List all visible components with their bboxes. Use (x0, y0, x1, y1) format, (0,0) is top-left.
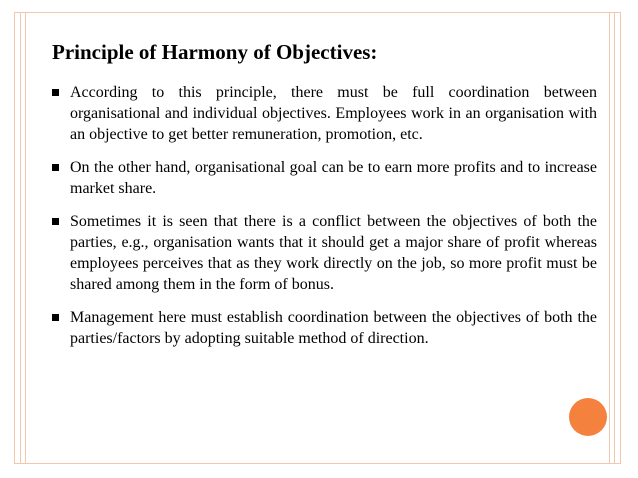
bullet-item (50, 307, 597, 349)
slide-title: Principle of Harmony of Objectives: (52, 40, 378, 64)
bullet-item (50, 82, 597, 145)
square-bullet-icon (52, 314, 59, 321)
bullet-list (50, 82, 597, 361)
bullet-text: Sometimes it is seen that there is a conflict between the objectives of both the parties, e.g., organisation wants that it should get a major share of profit whereas employees perceives that as they work directly on the job, so more profit must be shared among them in the form of bonus. (70, 213, 597, 293)
square-bullet-icon (52, 89, 59, 96)
bullet-text: Management here must establish coordination between the objectives of both the parties/factors by adopting suitable method of direction. (70, 309, 597, 347)
bullet-item (50, 157, 597, 199)
right-decorative-rule (609, 12, 615, 464)
square-bullet-icon (52, 164, 59, 171)
bullet-text: According to this principle, there must be full coordination between organisational and individual objectives. Employees work in an organisation with an objective to get better remuneration, promotion, etc. (70, 84, 597, 143)
square-bullet-icon (52, 218, 59, 225)
bullet-text: On the other hand, organisational goal can be to earn more profits and to increase market share. (70, 159, 597, 197)
bullet-item (50, 211, 597, 295)
left-decorative-rule (20, 12, 26, 464)
orange-circle-decoration (569, 398, 607, 436)
